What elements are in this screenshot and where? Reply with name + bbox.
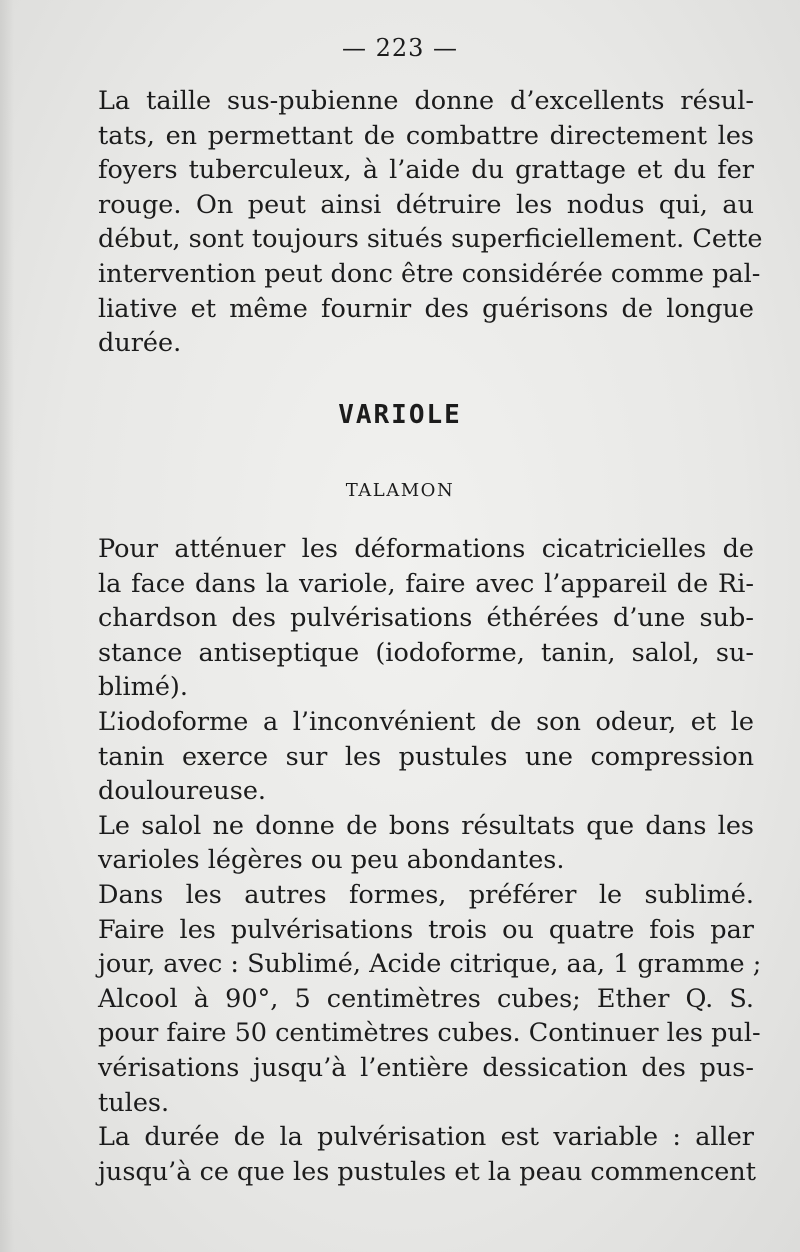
text-line: chardson des pulvérisations éthérées d’une sub- (98, 603, 754, 634)
paragraph (74, 705, 754, 809)
text-line: pour faire 50 centimètres cubes. Continuer les pul- (98, 1018, 761, 1049)
text-line: durée. (98, 328, 182, 359)
section-text-block (74, 532, 762, 1189)
text-line: Pour atténuer les déformations cicatricielles de (98, 534, 754, 564)
text-line: blimé). (98, 672, 188, 703)
text-line: foyers tuberculeux, à l’aide du grattage et du fer (98, 155, 754, 186)
text-line: tats, en permettant de combattre directement les (98, 120, 754, 151)
text-line: stance antiseptique (iodoforme, tanin, salol, su- (98, 637, 754, 668)
text-line: varioles légères ou peu abondantes. (98, 845, 565, 876)
paragraph (74, 878, 762, 1120)
text-line: intervention peut donc être considérée comme pal- (98, 258, 761, 289)
text-line: début, sont toujours situés superficiellement. Cette (98, 224, 763, 255)
text-line: vérisations jusqu’à l’entière dessication des pus- (98, 1052, 754, 1083)
text-line: tanin exerce sur les pustules une compression (98, 741, 754, 772)
text-line: La durée de la pulvérisation est variable : aller (98, 1122, 754, 1153)
intro-paragraph (74, 84, 763, 361)
text-line: Alcool à 90°, 5 centimètres cubes; Ether Q. S. (98, 983, 754, 1014)
section-title: VARIOLE (338, 400, 462, 430)
text-line: rouge. On peut ainsi détruire les nodus qui, au (98, 189, 754, 220)
text-line: tules. (98, 1087, 170, 1118)
paragraph (74, 809, 754, 878)
text-line: la face dans la variole, faire avec l’appareil de Ri- (98, 568, 754, 599)
page-number: — 223 — (341, 34, 459, 62)
text-line: douloureuse. (98, 776, 267, 807)
text-line: La taille sus-pubienne donne d’excellents résul- (98, 86, 754, 116)
text-line: jour, avec : Sublimé, Acide citrique, aa, 1 gramme ; (98, 949, 762, 980)
text-line: Dans les autres formes, préférer le sublimé. (98, 879, 754, 910)
page-binding-shadow (0, 0, 14, 1252)
text-line: L’iodoforme a l’inconvénient de son odeur, et le (98, 706, 754, 737)
text-line: jusqu’à ce que les pustules et la peau commencent (98, 1156, 756, 1187)
paragraph (74, 532, 754, 705)
intro-text-block (74, 84, 763, 361)
text-line: Faire les pulvérisations trois ou quatre fois par (98, 914, 754, 945)
text-line: liative et même fournir des guérisons de longue (98, 293, 754, 324)
section-author: TALAMON (345, 480, 455, 501)
text-line: Le salol ne donne de bons résultats que dans les (98, 810, 754, 841)
paragraph (74, 1120, 754, 1189)
